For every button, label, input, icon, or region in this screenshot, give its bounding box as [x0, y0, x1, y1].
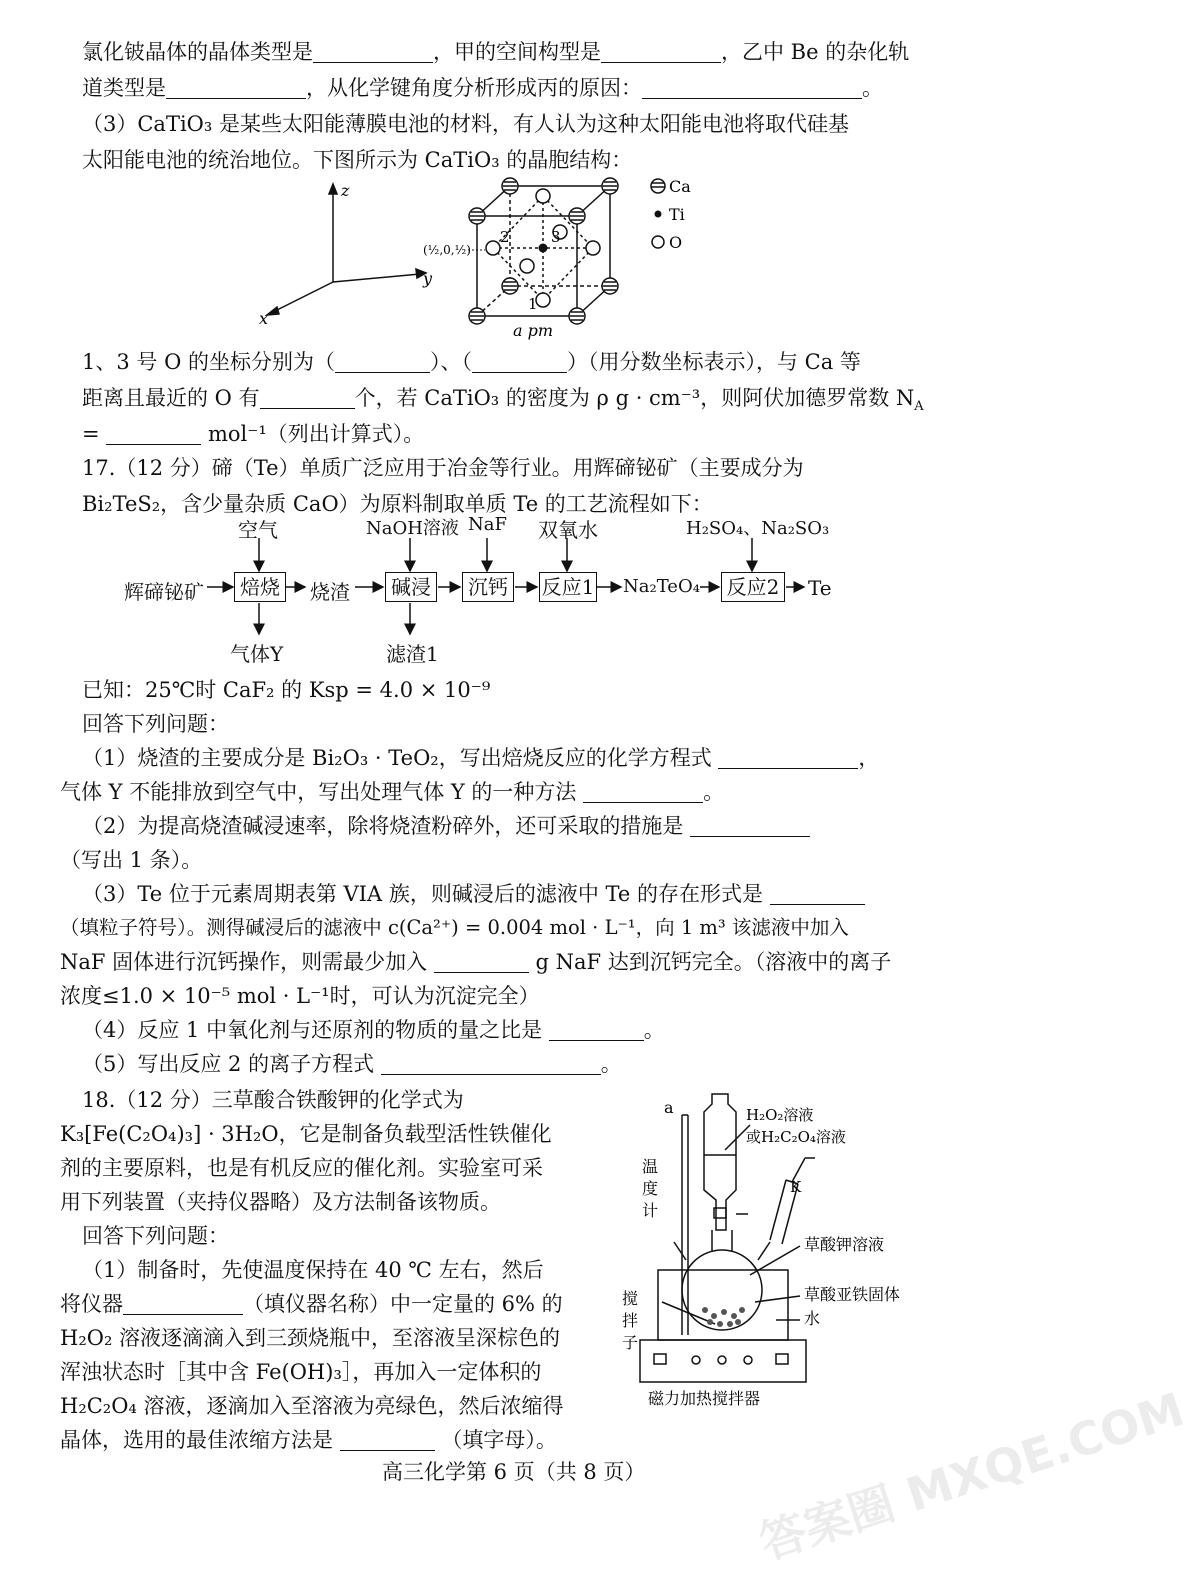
process-flowchart [0, 510, 1000, 670]
q18-line-1: 18.（12 分）三草酸合铁酸钾的化学式为 [82, 1088, 464, 1112]
answer-blank[interactable] [260, 386, 355, 409]
q18-line-3: 剂的主要原料，也是有机反应的催化剂。实验室可采 [60, 1156, 543, 1180]
answer-blank[interactable] [472, 350, 567, 373]
flow-box-reaction-1: 反应1 [539, 572, 597, 602]
answer-blank[interactable] [313, 40, 433, 63]
q18-sub1-line-6: 晶体，选用的最佳浓缩方法是 （填字母）。 [60, 1428, 557, 1452]
q18-sub1-line-3: H₂O₂ 溶液逐滴滴入到三颈烧瓶中，至溶液呈深棕色的 [60, 1326, 561, 1350]
q17-sub3-line-3: NaF 固体进行沉钙操作，则需最少加入 g NaF 达到沉钙完全。（溶液中的离子 [60, 950, 892, 974]
watermark-logo: 答案圈 MXQE.COM [753, 1381, 1191, 1570]
figure-legend [651, 177, 691, 252]
q17-sub4: （4）反应 1 中氧化剂与还原剂的物质的量之比是 。 [82, 1018, 665, 1042]
q17-line-2: Bi₂TeS₂，含少量杂质 CaO）为原料制取单质 Te 的工艺流程如下： [82, 492, 713, 516]
q16-part4-line-1: 1、3 号 O 的坐标分别为（ ）、（ ）（用分数坐标表示），与 Ca 等 [82, 350, 861, 374]
q17-sub2-line-2: （写出 1 条）。 [60, 848, 203, 872]
label-funnel-1: H₂O₂溶液 [746, 1106, 814, 1124]
answer-blank[interactable] [642, 76, 862, 99]
answer-blank[interactable] [583, 780, 703, 803]
label-thermometer-3: 计 [642, 1201, 659, 1220]
legend-o: O [669, 233, 683, 252]
q16-part4-line-2: 距离且最近的 O 有 个，若 CaTiO₃ 的密度为 ρ g · cm⁻³，则阿伏加德罗常数 $N_A$ [82, 386, 924, 415]
flow-output-residue-1: 滤渣1 [386, 642, 439, 666]
answer-blank[interactable] [690, 814, 810, 837]
label-thermometer-2: 度 [642, 1179, 659, 1198]
q17-sub2-line-1: （2）为提高烧渣碱浸速率，除将烧渣粉碎外，还可采取的措施是 [82, 810, 810, 842]
label-a: a [664, 1098, 674, 1117]
q17-sub1-line-1: （1）烧渣的主要成分是 Bi₂O₃ · TeO₂，写出焙烧反应的化学方程式 ， [82, 746, 880, 770]
coordinate-label: (½,0,½) [423, 243, 471, 257]
q16-part3-line-2: 太阳能电池的统治地位。下图所示为 CaTiO₃ 的晶胞结构： [82, 148, 633, 172]
flow-input-naoh: NaOH溶液 [366, 518, 459, 539]
answer-blank[interactable] [549, 1018, 644, 1041]
flow-input-h2so4-na2so3: H₂SO₄、Na₂SO₃ [686, 518, 830, 539]
flow-input-air: 空气 [238, 518, 278, 542]
q17-sub3-line-2: （填粒子符号）。测得碱浸后的滤液中 c(Ca²⁺) = 0.004 mol · L⁻¹，向 1 m³ 该滤液中加入 [60, 916, 849, 939]
label-stir-bar-2: 拌 [622, 1311, 639, 1330]
flow-box-reaction-2: 反应2 [721, 572, 785, 602]
answer-blank[interactable] [381, 1052, 601, 1075]
q17-known: 已知：25℃时 CaF₂ 的 Ksp = 4.0 × 10⁻⁹ [82, 678, 491, 702]
flow-mid-cinder: 烧渣 [310, 580, 350, 604]
label-funnel-2: 或H₂C₂O₄溶液 [746, 1128, 846, 1146]
q18-sub1-line-4: 浑浊状态时［其中含 Fe(OH)₃］，再加入一定体积的 [60, 1360, 542, 1384]
axis-x-label: x [259, 309, 269, 328]
axis-z-label: z [341, 181, 350, 200]
q18-line-2: K₃[Fe(C₂O₄)₃] · 3H₂O，它是制备负载型活性铁催化 [60, 1122, 552, 1146]
answer-blank[interactable] [106, 422, 201, 445]
label-stir-bar-1: 搅 [622, 1289, 639, 1308]
flow-input-h2o2: 双氧水 [538, 518, 598, 542]
q18-sub1-line-1: （1）制备时，先使温度保持在 40 ℃ 左右，然后 [82, 1258, 544, 1282]
label-water: 水 [804, 1309, 821, 1328]
q17-line-1: 17.（12 分）碲（Te）单质广泛应用于冶金等行业。用辉碲铋矿（主要成分为 [82, 456, 804, 480]
answer-blank[interactable] [601, 40, 721, 63]
legend-ti: Ti [669, 205, 685, 224]
label-thermometer-1: 温 [642, 1157, 659, 1176]
answer-blank[interactable] [123, 1292, 243, 1315]
flow-box-roasting: 焙烧 [234, 572, 286, 602]
edge-length-label: a pm [513, 321, 554, 340]
q17-sub3-line-4: 浓度≤1.0 × 10⁻⁵ mol · L⁻¹时，可认为沉淀完全） [60, 984, 540, 1008]
answer-blank[interactable] [718, 746, 858, 769]
atom-label-2: 2 [500, 228, 510, 246]
q17-sub3-line-1: （3）Te 位于元素周期表第 VIA 族，则碱浸后的滤液中 Te 的存在形式是 [82, 878, 865, 910]
q17-answer-heading: 回答下列问题： [82, 712, 229, 736]
axis-y-label: y [423, 269, 433, 288]
flow-box-calcium-precipitation: 沉钙 [462, 572, 514, 602]
flow-box-alkali-leach: 碱浸 [385, 572, 437, 602]
label-ferrous-oxalate: 草酸亚铁固体 [804, 1285, 901, 1304]
q16-line-2: 道类型是 ，从化学键角度分析形成丙的原因： 。 [82, 76, 883, 100]
q18-line-4: 用下列装置（夹持仪器略）及方法制备该物质。 [60, 1190, 501, 1214]
answer-blank[interactable] [335, 350, 430, 373]
atom-label-3: 3 [551, 228, 561, 246]
q16-part3-line-1: （3）CaTiO₃ 是某些太阳能薄膜电池的材料，有人认为这种太阳能电池将取代硅基 [82, 112, 849, 136]
perovskite-unit-cell-figure [255, 172, 715, 342]
apparatus-figure [600, 1080, 920, 1410]
q18-sub1-line-5: H₂C₂O₄ 溶液，逐滴加入至溶液为亮绿色，然后浓缩得 [60, 1394, 564, 1418]
label-k: K [790, 1178, 802, 1196]
label-stir-bar-3: 子 [622, 1333, 639, 1352]
flow-start: 辉碲铋矿 [124, 580, 204, 604]
q16-line-1: 氯化铍晶体的晶体类型是 ，甲的空间构型是 ，乙中 Be 的杂化轨 [82, 40, 910, 64]
legend-ca: Ca [669, 177, 691, 196]
label-potassium-oxalate: 草酸钾溶液 [804, 1235, 885, 1254]
axes [267, 184, 426, 315]
q18-sub1-line-2: 将仪器 （填仪器名称）中一定量的 6% 的 [60, 1292, 563, 1316]
q17-sub1-line-2: 气体 Y 不能排放到空气中，写出处理气体 Y 的一种方法 。 [60, 780, 725, 804]
flow-input-naf: NaF [468, 514, 507, 535]
answer-blank[interactable] [434, 950, 529, 973]
q18-answer-heading: 回答下列问题： [82, 1224, 229, 1248]
ti-atom [539, 244, 548, 253]
atom-label-1: 1 [528, 295, 538, 313]
answer-blank[interactable] [340, 1428, 435, 1451]
flow-mid-na2teo4: Na₂TeO₄ [623, 576, 700, 597]
flow-output-gas-y: 气体Y [230, 642, 284, 666]
solid-particles [702, 1307, 745, 1327]
label-magnetic-stirrer: 磁力加热搅拌器 [648, 1389, 761, 1408]
q17-sub5: （5）写出反应 2 的离子方程式 。 [82, 1052, 622, 1076]
flow-end-te: Te [808, 576, 832, 600]
answer-blank[interactable] [770, 882, 865, 905]
page-footer: 高三化学第 6 页（共 8 页） [382, 1460, 646, 1484]
answer-blank[interactable] [166, 76, 306, 99]
q16-part4-line-3: = mol⁻¹（列出计算式）。 [82, 422, 425, 446]
